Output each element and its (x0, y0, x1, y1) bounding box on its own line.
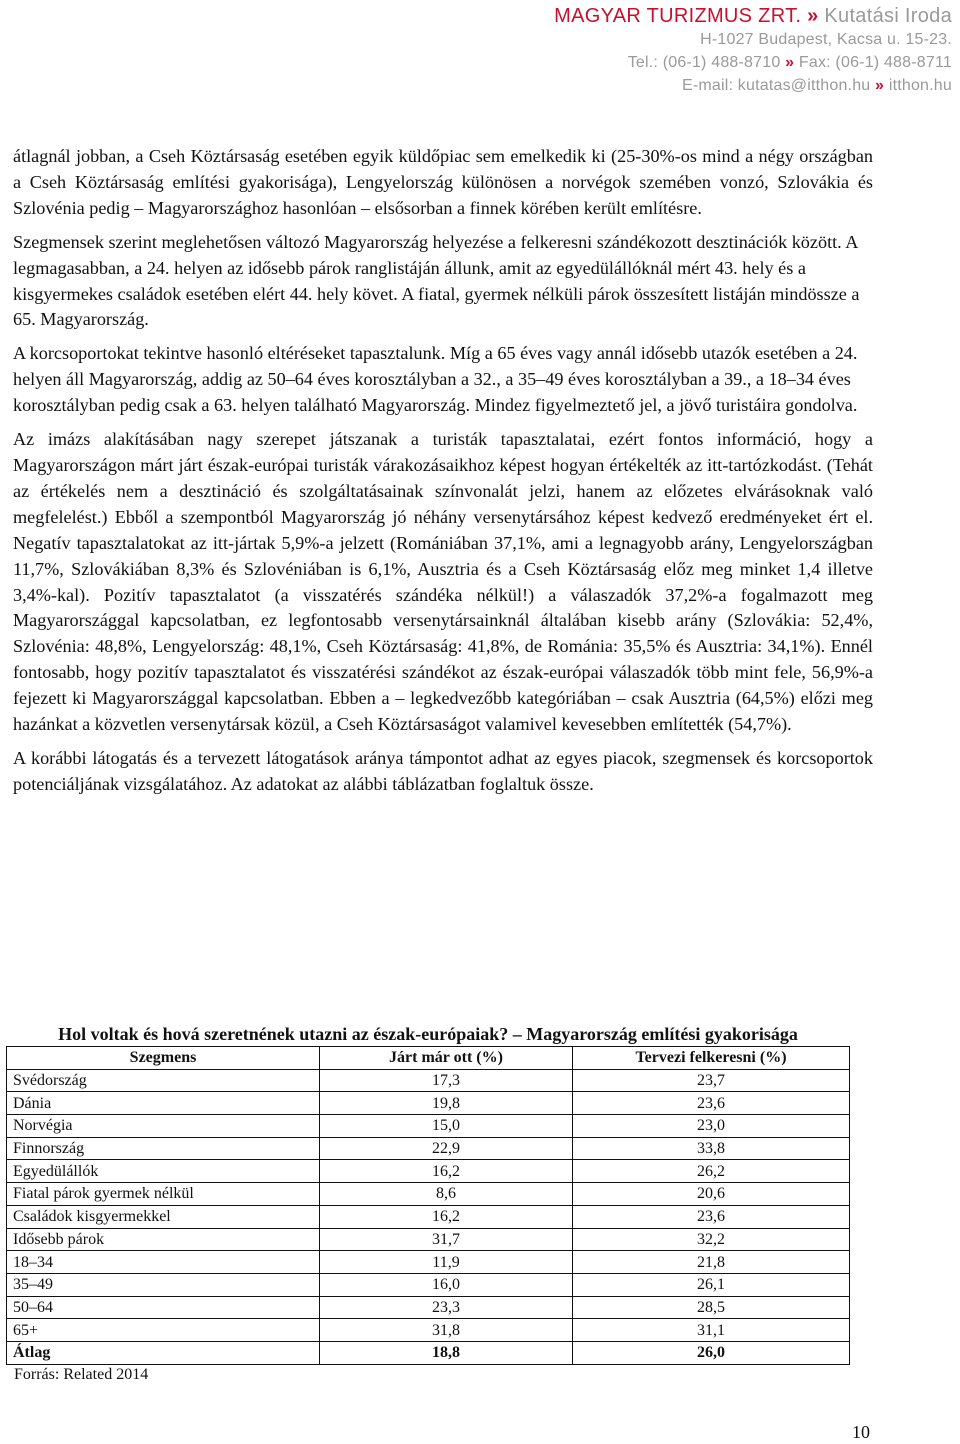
data-table-section (6, 1022, 850, 1384)
visited-cell: 16,2 (320, 1160, 573, 1183)
letterhead (554, 4, 952, 97)
separator-icon: » (875, 77, 885, 94)
table-row (7, 1092, 850, 1115)
average-visited: 18,8 (320, 1341, 573, 1364)
column-header: Szegmens (7, 1047, 320, 1070)
segment-cell: Svédország (7, 1069, 320, 1092)
planned-cell: 31,1 (573, 1319, 850, 1342)
average-label: Átlag (7, 1341, 320, 1364)
paragraph: Szegmensek szerint meglehetősen változó Magyarország helyezése a felkeresni szándékozott desztinációk között. A legmagasabban, a 24. helyen az idősebb párok ranglistáján állunk, amit az egyedülállóknál mért 43. hely és a kisgyermekes családok esetében elért 44. hely követ. A fiatal, gyermek nélküli párok összesített listáján mindössze a 65. Magyarország. (13, 231, 860, 330)
table-row (7, 1069, 850, 1092)
planned-cell: 28,5 (573, 1296, 850, 1319)
contact-phone-fax (554, 51, 952, 74)
table-average-row (7, 1341, 850, 1364)
paragraph: átlagnál jobban, a Cseh Köztársaság esetében egyik küldőpiac sem emelkedik ki (25-30%-os mind a négy országban a Cseh Köztársaság említési gyakorisága), Lengyelország különösen a norvégok szemében vonzó, Szlovákia és Szlovénia pedig – Magyarországhoz hasonlóan – elsősorban a finnek körében került említésre. (13, 146, 873, 218)
segment-cell: 50‒64 (7, 1296, 320, 1319)
visited-cell: 8,6 (320, 1183, 573, 1206)
segment-cell: Családok kisgyermekkel (7, 1205, 320, 1228)
segment-cell: 65+ (7, 1319, 320, 1342)
planned-cell: 26,1 (573, 1273, 850, 1296)
phone-number: Tel.: (06-1) 488-8710 (627, 54, 781, 71)
planned-cell: 23,6 (573, 1092, 850, 1115)
department-name: Kutatási Iroda (824, 5, 952, 27)
letterhead-title (554, 4, 952, 28)
table-row (7, 1205, 850, 1228)
table-source: Forrás: Related 2014 (14, 1365, 149, 1383)
planned-cell: 23,0 (573, 1115, 850, 1138)
visited-cell: 16,0 (320, 1273, 573, 1296)
document-body (13, 144, 873, 806)
segment-cell: 18‒34 (7, 1251, 320, 1274)
segment-cell: Egyedülállók (7, 1160, 320, 1183)
fax-number: Fax: (06-1) 488-8711 (798, 54, 952, 71)
table-row (7, 1183, 850, 1206)
planned-cell: 26,2 (573, 1160, 850, 1183)
table-row (7, 1273, 850, 1296)
segment-cell: Norvégia (7, 1115, 320, 1138)
table-row (7, 1228, 850, 1251)
separator-icon: » (807, 5, 819, 27)
column-header: Járt már ott (%) (320, 1047, 573, 1070)
segment-cell: 35‒49 (7, 1273, 320, 1296)
table-row (7, 1296, 850, 1319)
visited-cell: 19,8 (320, 1092, 573, 1115)
visited-cell: 17,3 (320, 1069, 573, 1092)
visited-cell: 15,0 (320, 1115, 573, 1138)
data-table (6, 1046, 850, 1365)
visited-cell: 16,2 (320, 1205, 573, 1228)
separator-icon: » (785, 54, 795, 71)
page-number: 10 (852, 1422, 870, 1442)
website-link[interactable]: itthon.hu (888, 77, 952, 94)
visited-cell: 11,9 (320, 1251, 573, 1274)
paragraph: Az imázs alakításában nagy szerepet játszanak a turisták tapasztalatai, ezért fontos információ, hogy a Magyarországon márt járt észak-európai turisták várakozásaikhoz képest hogyan értékelték az itt-tartózkodást. (Tehát az értékelés nem a desztináció és szolgáltatásainak színvonalát jelzi, hanem az előzetes elvárásoknak való megfelelést.) Ebből a szempontból Magyarország jó néhány versenytársához képest kedvező eredményeket ért el. Negatív tapasztalatokat az itt-jártak 5,9%-a jelzett (Romániában 37,1%, ami a legnagyobb arány, Lengyelországban 11,7%, Szlovákiában 8,3% és Szlovéniában is 6,1%, Ausztria és a Cseh Köztársaság előz meg minket 1,4 illetve 3,4%-kal). Pozitív tapasztalatot (a visszatérés szándéka nélkül!) a válaszadók 37,2%-a fogalmazott meg Magyarországgal kapcsolatban, ez legfontosabb versenytársainknál általában kisebb arány (Szlovákia: 52,4%, Szlovénia: 48,8%, Lengyelország: 48,1%, Cseh Köztársaság: 41,8%, de Románia: 35,5% és Ausztria: 34,1%). Ennél fontosabb, hogy pozitív tapasztalatot és visszatérési szándékot az észak-európai válaszadók több mint fele, 56,9%-a fejezett ki Magyarországgal kapcsolatban. Ebben a – legkedvezőbb kategóriában – csak Ausztria (64,5%) előzi meg hazánkat a közvetlen versenytársak közül, a Cseh Köztársaságot valamivel kevesebben említették (54,7%). (13, 429, 873, 735)
planned-cell: 32,2 (573, 1228, 850, 1251)
segment-cell: Finnország (7, 1137, 320, 1160)
column-header: Tervezi felkeresni (%) (573, 1047, 850, 1070)
planned-cell: 21,8 (573, 1251, 850, 1274)
table-row (7, 1115, 850, 1138)
table-title: Hol voltak és hová szeretnének utazni az észak-európaiak? – Magyarország említési gyakorisága (58, 1024, 798, 1044)
table-row (7, 1137, 850, 1160)
table-header-row (7, 1047, 850, 1070)
planned-cell: 20,6 (573, 1183, 850, 1206)
company-address: H-1027 Budapest, Kacsa u. 15-23. (700, 31, 952, 48)
paragraph: A korcsoportokat tekintve hasonló eltéréseket tapasztalunk. Míg a 65 éves vagy annál idősebb utazók esetében a 24. helyen áll Magyarország, addig az 50‒64 éves korosztályban a 32., a 35‒49 éves korosztályban a 39., a 18‒34 éves korosztályban pedig csak a 63. helyen található Magyarország. Mindez figyelmeztető jel, a jövő turistáira gondolva. (13, 343, 858, 416)
table-row (7, 1160, 850, 1183)
segment-cell: Idősebb párok (7, 1228, 320, 1251)
email-link[interactable]: E-mail: kutatas@itthon.hu (681, 77, 871, 94)
visited-cell: 31,7 (320, 1228, 573, 1251)
table-row (7, 1319, 850, 1342)
segment-cell: Dánia (7, 1092, 320, 1115)
paragraph: A korábbi látogatás és a tervezett látogatások aránya támpontot adhat az egyes piacok, szegmensek és korcsoportok potenciáljának vizsgálatához. Az adatokat az alábbi táblázatban foglaltuk össze. (13, 747, 873, 794)
table-row (7, 1251, 850, 1274)
planned-cell: 23,7 (573, 1069, 850, 1092)
visited-cell: 22,9 (320, 1137, 573, 1160)
visited-cell: 31,8 (320, 1319, 573, 1342)
segment-cell: Fiatal párok gyermek nélkül (7, 1183, 320, 1206)
company-name: MAGYAR TURIZMUS ZRT. (554, 5, 802, 27)
planned-cell: 23,6 (573, 1205, 850, 1228)
visited-cell: 23,3 (320, 1296, 573, 1319)
average-planned: 26,0 (573, 1341, 850, 1364)
planned-cell: 33,8 (573, 1137, 850, 1160)
contact-web (554, 74, 952, 97)
